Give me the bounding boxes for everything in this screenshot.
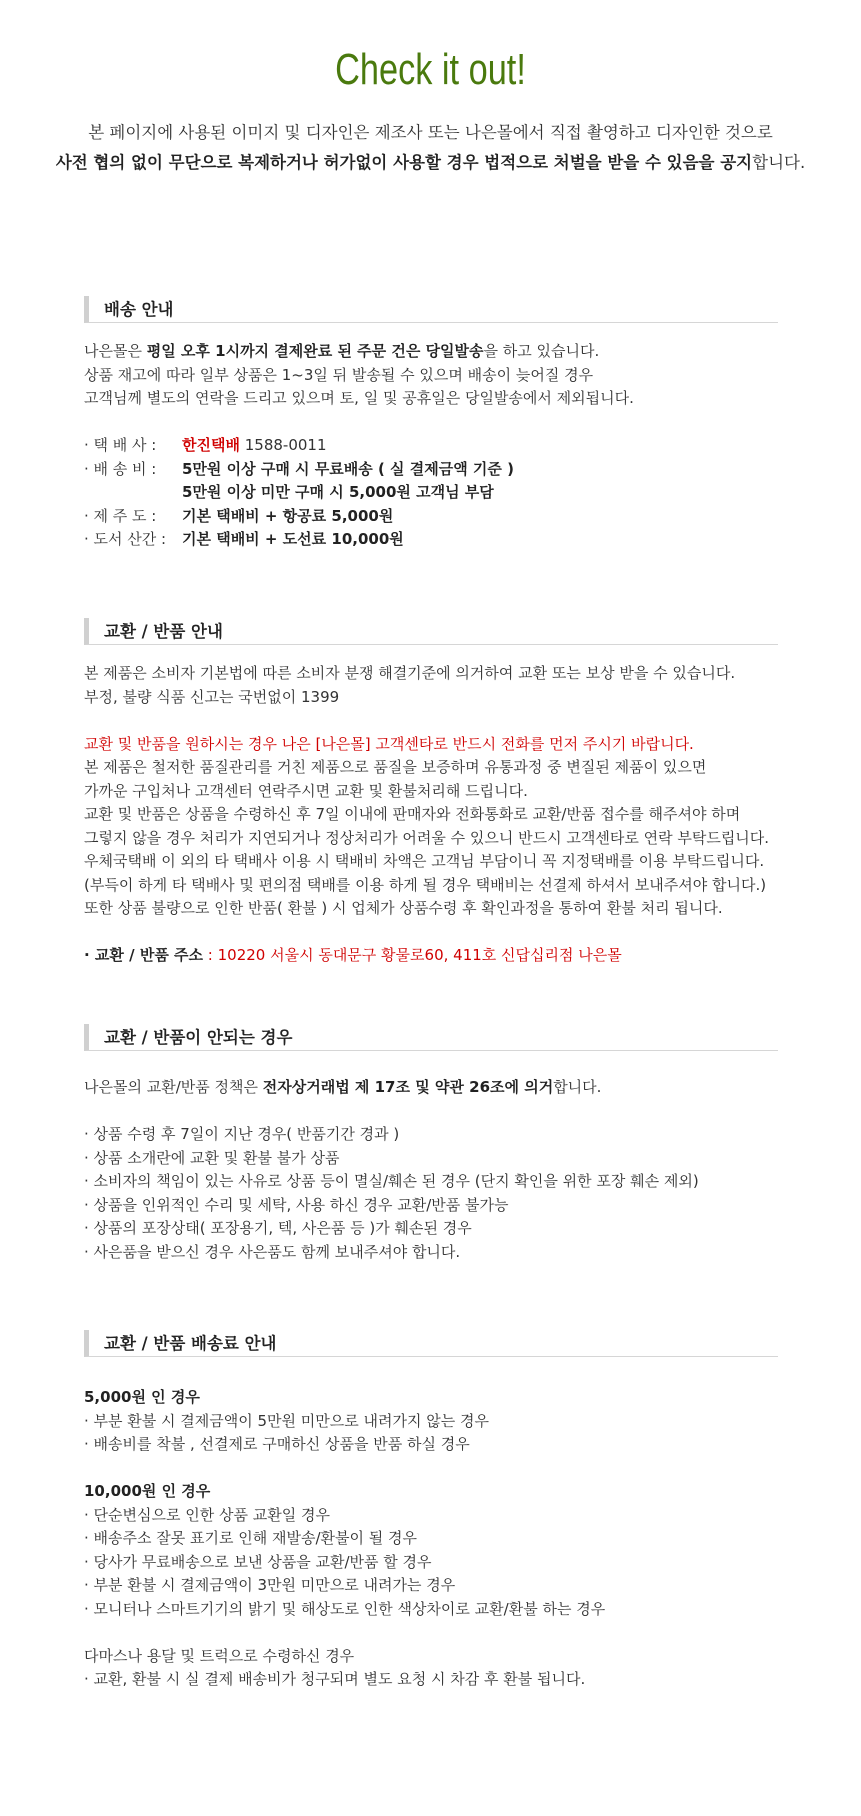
list-item: · 모니터나 스마트기기의 밝기 및 해상도로 인한 색상차이로 교환/환불 하는 경우 xyxy=(84,1599,606,1618)
return-address xyxy=(84,944,804,968)
shipping-paragraph-1 xyxy=(84,340,804,364)
fee-group-title xyxy=(84,1386,804,1410)
return-address-value: : 10220 서울시 동대문구 황물로60, 411호 신답십리점 나은몰 xyxy=(203,946,622,964)
fee-row-2 xyxy=(84,481,804,505)
list-item: · 당사가 무료배송으로 보낸 상품을 교환/반품 할 경우 xyxy=(84,1552,432,1571)
text: 합니다. xyxy=(553,1078,602,1096)
spacer xyxy=(84,1621,804,1645)
shipping-heading xyxy=(84,296,778,323)
exchange-line: 우체국택배 이 외의 타 택배사 이용 시 택배비 차액은 고객님 부담이니 꼭 지정택배를 이용 부탁드립니다. xyxy=(84,852,765,870)
list-item: · 배송주소 잘못 표기로 인해 재발송/환불이 될 경우 xyxy=(84,1529,418,1547)
fee-row xyxy=(84,458,804,482)
list-item: · 단순변심으로 인한 상품 교환일 경우 xyxy=(84,1505,330,1524)
list-item: · 상품의 포장상태( 포장용기, 텍, 사은품 등 )가 훼손된 경우 xyxy=(84,1219,472,1237)
text-bold: 전자상거래법 제 17조 및 약관 26조에 의거 xyxy=(262,1078,554,1096)
list-item: · 상품 수령 후 7일이 지난 경우( 반품기간 경과 ) xyxy=(84,1125,400,1143)
page-title: Check it out! xyxy=(335,45,526,94)
fee-guide-heading-text: 교환 / 반품 배송료 안내 xyxy=(104,1334,277,1353)
notice-line-1: 본 페이지에 사용된 이미지 및 디자인은 제조사 또는 나은몰에서 직접 촬영하고 디자인한 것으로 xyxy=(88,123,773,142)
spacer xyxy=(84,1100,804,1124)
island-row xyxy=(84,528,804,552)
text: 나은몰의 교환/반품 정책은 xyxy=(84,1078,263,1096)
fee-guide-info xyxy=(84,1386,804,1692)
notice-bold: 사전 협의 없이 무단으로 복제하거나 허가없이 사용할 경우 법적으로 처벌을 받을 수 있음을 공지 xyxy=(55,153,753,172)
exchange-info xyxy=(84,662,804,968)
island-value: 기본 택배비 + 도선료 10,000원 xyxy=(182,530,404,548)
text-bold: 평일 오후 1시까지 결제완료 된 주문 건은 당일발송 xyxy=(146,342,484,360)
blank-key xyxy=(84,481,182,505)
fee-key: · 배 송 비 : xyxy=(84,459,157,478)
courier-key: · 택 배 사 : xyxy=(84,436,157,454)
jeju-value: 기본 택배비 + 항공료 5,000원 xyxy=(182,506,394,525)
exchange-line: 본 제품은 철저한 품질관리를 거친 제품으로 품질을 보증하며 유통과정 중 변질된 제품이 있으면 xyxy=(84,758,707,776)
exchange-line: 가까운 구입처나 고객센터 연락주시면 교환 및 환불처리해 드립니다. xyxy=(84,781,528,800)
exchange-line: 본 제품은 소비자 기본법에 따른 소비자 분쟁 해결기준에 의거하여 교환 또는 보상 받을 수 있습니다. xyxy=(84,664,736,682)
notice-tail: 합니다. xyxy=(752,153,806,172)
exchange-line: 또한 상품 불량으로 인한 반품( 환불 ) 시 업체가 상품수령 후 확인과정을 통하여 환불 처리 됩니다. xyxy=(84,899,723,917)
list-item: · 사은품을 받으신 경우 사은품도 함께 보내주셔야 합니다. xyxy=(84,1242,461,1261)
list-item: · 교환, 환불 시 실 결제 배송비가 청구되며 별도 요청 시 차감 후 환불 됩니다. xyxy=(84,1670,586,1688)
list-item: · 부분 환불 시 결제금액이 5만원 미만으로 내려가지 않는 경우 xyxy=(84,1411,489,1430)
fee-value-2: 5만원 이상 미만 구매 시 5,000원 고객님 부담 xyxy=(182,483,494,501)
no-exchange-intro xyxy=(84,1076,804,1100)
shipping-info xyxy=(84,340,804,552)
exchange-line: 교환 및 반품은 상품을 수령하신 후 7일 이내에 판매자와 전화통화로 교환/반품 접수를 해주셔야 하며 xyxy=(84,805,741,823)
shipping-paragraph-2: 상품 재고에 따라 일부 상품은 1~3일 뒤 발송될 수 있으며 배송이 늦어질 경우 xyxy=(84,365,594,384)
exchange-heading-text: 교환 / 반품 안내 xyxy=(104,622,223,641)
exchange-warning: 교환 및 반품을 원하시는 경우 나은 [나은몰] 고객센타로 반드시 전화를 먼저 주시기 바랍니다. xyxy=(84,734,694,753)
fee-guide-heading xyxy=(84,1330,778,1357)
exchange-line: 부정, 불량 식품 신고는 국번없이 1399 xyxy=(84,687,340,706)
list-item: · 소비자의 책임이 있는 사유로 상품 등이 멸실/훼손 된 경우 (단지 확인을 위한 포장 훼손 제외) xyxy=(84,1172,699,1190)
exchange-heading xyxy=(84,618,778,645)
exchange-line: (부득이 하게 타 택배사 및 편의점 택배를 이용 하게 될 경우 택배비는 선결제 하셔서 보내주셔야 합니다.) xyxy=(84,875,767,894)
courier-row xyxy=(84,434,804,458)
no-exchange-heading xyxy=(84,1024,778,1051)
notice-line-2 xyxy=(0,148,861,178)
list-item: · 상품 소개란에 교환 및 환불 불가 상품 xyxy=(84,1148,340,1167)
spacer xyxy=(84,1457,804,1481)
return-address-label: · 교환 / 반품 주소 xyxy=(84,946,204,964)
spacer xyxy=(84,921,804,945)
fee-group-title xyxy=(84,1480,804,1504)
jeju-key: · 제 주 도 : xyxy=(84,506,157,525)
courier-phone: 1588-0011 xyxy=(239,436,327,454)
jeju-row xyxy=(84,505,804,529)
no-exchange-info xyxy=(84,1076,804,1264)
list-item: · 상품을 인위적인 수리 및 세탁, 사용 하신 경우 교환/반품 불가능 xyxy=(84,1195,509,1214)
exchange-line: 그렇지 않을 경우 처리가 지연되거나 정상처리가 어려울 수 있으니 반드시 고객센타로 연락 부탁드립니다. xyxy=(84,828,770,847)
island-key: · 도서 산간 : xyxy=(84,530,167,548)
text: 을 하고 있습니다. xyxy=(483,342,600,360)
shipping-paragraph-3: 고객님께 별도의 연락을 드리고 있으며 토, 일 및 공휴일은 당일발송에서 제외됩니다. xyxy=(84,389,634,407)
list-item: · 부분 환불 시 결제금액이 3만원 미만으로 내려가는 경우 xyxy=(84,1576,456,1594)
no-exchange-heading-text: 교환 / 반품이 안되는 경우 xyxy=(104,1028,293,1047)
text: 나은몰은 xyxy=(84,342,147,360)
spacer xyxy=(84,411,804,435)
fee-value-1: 5만원 이상 구매 시 무료배송 ( 실 결제금액 기준 ) xyxy=(182,459,514,478)
fee-group-title-text: 10,000원 인 경우 xyxy=(84,1482,211,1500)
list-item: · 배송비를 착불 , 선결제로 구매하신 상품을 반품 하실 경우 xyxy=(84,1435,470,1453)
shipping-heading-text: 배송 안내 xyxy=(104,300,174,319)
fee-group-title: 다마스나 용달 및 트럭으로 수령하신 경우 xyxy=(84,1646,355,1665)
courier-name: 한진택배 xyxy=(182,436,240,454)
fee-group-title-text: 5,000원 인 경우 xyxy=(84,1388,200,1406)
spacer xyxy=(84,709,804,733)
